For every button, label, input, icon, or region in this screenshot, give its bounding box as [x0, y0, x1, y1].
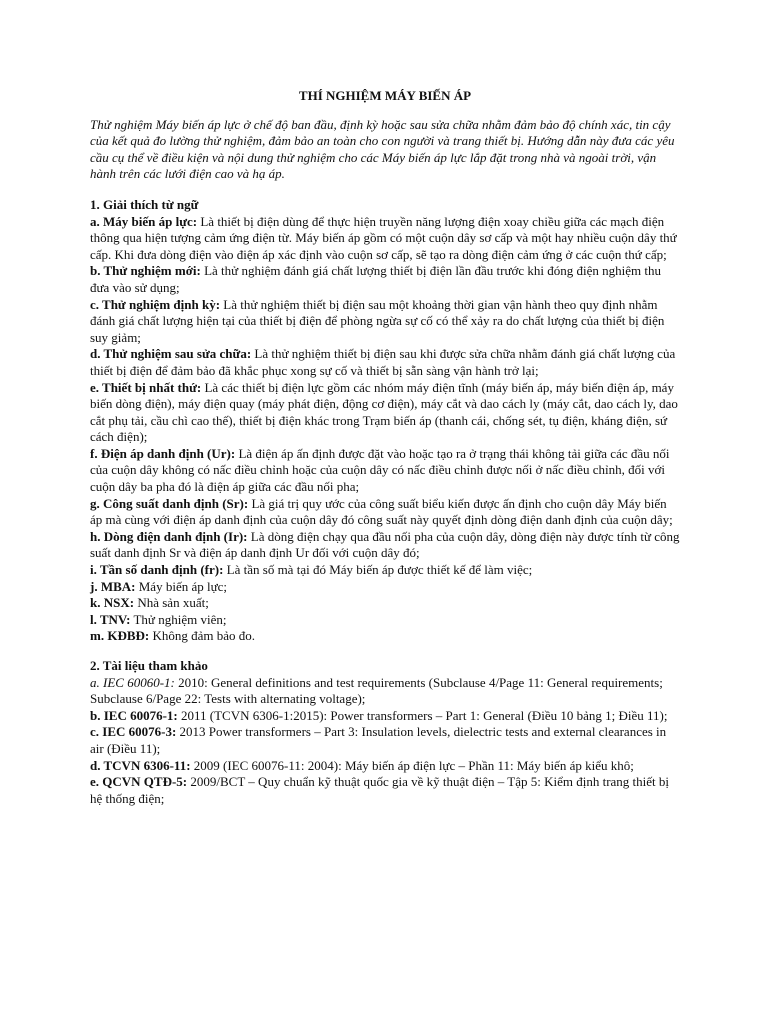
definition-text: Là các thiết bị điện lực gồm các nhóm máy điện tĩnh (máy biến áp, máy biến điện áp, máy biến dòng điện), máy điện quay (máy phát điện, động cơ điện), máy cắt và dao cách ly (máy cắt, dao cách ly, dao cắt phụ tải, cầu chì cao thế), thiết bị điện khác trong Trạm biến áp (thanh cái, chống sét, tụ điện, kháng điện, sứ cách điện);	[90, 379, 678, 445]
definition-term: i. Tần số danh định (fr):	[90, 562, 224, 578]
definition-text: Là điện áp ấn định được đặt vào hoặc tạo ra ở trạng thái không tải giữa các đầu nối của cuộn dây không có nấc điều chỉnh hoặc của cuộn dây có nấc điều chỉnh được nối ở nấc điều chỉnh, đối với cuộn dây ba pha đó là điện áp giữa các đầu nối pha;	[90, 445, 670, 495]
definition-item	[90, 562, 680, 579]
definition-term: m. KĐBĐ:	[90, 628, 150, 644]
reference-item	[90, 708, 680, 725]
definition-text: Là thiết bị điện dùng để thực hiện truyền năng lượng điện xoay chiều giữa các mạch điện thông qua hiện tượng cảm ứng điện từ. Máy biến áp gồm có một cuộn dây sơ cấp và một hay nhiều cuộn dây thứ cấp. Khi đưa dòng điện vào điện áp xác định vào cuộn sơ cấp, sẽ tạo ra dòng điện cảm ứng ở các cuộn thứ cấp;	[90, 213, 677, 262]
section-1-definitions	[90, 214, 680, 645]
reference-item	[90, 758, 680, 775]
section-spacer	[90, 645, 680, 658]
reference-code: b. IEC 60076-1:	[90, 707, 178, 723]
definition-text: Là thử nghiệm đánh giá chất lượng thiết bị điện lần đầu trước khi đóng điện nghiệm thu đưa vào sử dụng;	[90, 263, 662, 295]
reference-code: e. QCVN QTĐ-5:	[90, 774, 188, 790]
reference-text: 2009/BCT – Quy chuẩn kỹ thuật quốc gia về kỹ thuật điện – Tập 5: Kiểm định trang thiết bị hệ thống điện;	[90, 774, 670, 806]
definition-text: Là tần số mà tại đó Máy biến áp được thiết kế để làm việc;	[223, 562, 533, 578]
definition-item	[90, 595, 680, 612]
definition-item	[90, 214, 680, 264]
reference-code: a. IEC 60060-1:	[90, 674, 175, 690]
definition-text: Nhà sản xuất;	[134, 595, 209, 611]
section-2-references	[90, 675, 680, 808]
definition-term: b. Thử nghiệm mới:	[90, 263, 201, 279]
reference-code: d. TCVN 6306-11:	[90, 757, 191, 773]
reference-text: 2009 (IEC 60076-11: 2004): Máy biến áp điện lực – Phần 11: Máy biến áp kiểu khô;	[190, 757, 634, 773]
definition-term: g. Công suất danh định (Sr):	[90, 495, 249, 511]
definition-term: j. MBA:	[90, 578, 136, 594]
section-1-heading: 1. Giải thích từ ngữ	[90, 196, 199, 212]
definition-item	[90, 496, 680, 529]
definition-text: Là thử nghiệm thiết bị điện sau một khoảng thời gian vận hành theo quy định nhằm đánh giá chất lượng hiện tại của thiết bị điện để phòng ngừa sự cố có thể xảy ra do chất lượng của thiết bị điện suy giảm;	[90, 296, 665, 345]
definition-item	[90, 628, 680, 645]
definition-item	[90, 529, 680, 562]
reference-item	[90, 774, 680, 807]
intro-paragraph: Thử nghiệm Máy biến áp lực ở chế độ ban đầu, định kỳ hoặc sau sửa chữa nhằm đảm bảo độ chính xác, tin cậy của kết quả đo lường thử nghiệm, đảm bảo an toàn cho con người và trang thiết bị. Hướng dẫn này đưa các yêu cầu cụ thể về điều kiện và nội dung thử nghiệm cho các Máy biến áp lực lắp đặt trong nhà và ngoài trời, vận hành trên các lưới điện cao và hạ áp.	[90, 116, 675, 182]
definition-item	[90, 380, 680, 446]
definition-text: Thử nghiệm viên;	[130, 611, 227, 627]
definition-term: f. Điện áp danh định (Ur):	[90, 445, 236, 461]
definition-term: c. Thử nghiệm định kỳ:	[90, 296, 221, 312]
definition-text: Là giá trị quy ước của công suất biểu kiến được ấn định cho cuộn dây Máy biến áp mà cùng với điện áp danh định của cuộn dây đó công suất này quyết định dòng điện danh định của cuộn dây;	[90, 495, 673, 528]
definition-item	[90, 579, 680, 596]
definition-item	[90, 297, 680, 347]
reference-text: 2010: General definitions and test requirements (Subclause 4/Page 11: General requirements; Subclause 6/Page 22: Tests with alternating voltage);	[90, 674, 663, 707]
definition-text: Không đảm bảo đo.	[149, 628, 256, 644]
definition-term: e. Thiết bị nhất thứ:	[90, 379, 202, 395]
definition-text: Máy biến áp lực;	[135, 578, 228, 594]
definition-text: Là dòng điện chạy qua đầu nối pha của cuộn dây, dòng điện này được tính từ công suất danh định Sr và điện áp danh định Ur đối với cuộn dây đó;	[90, 528, 680, 561]
definition-item	[90, 446, 680, 496]
reference-item	[90, 724, 680, 757]
definition-item	[90, 263, 680, 296]
definition-item	[90, 612, 680, 629]
section-2-heading: 2. Tài liệu tham khảo	[90, 658, 208, 673]
definition-term: a. Máy biến áp lực:	[90, 213, 198, 229]
document-title: THÍ NGHIỆM MÁY BIẾN ÁP	[298, 88, 472, 103]
reference-code: c. IEC 60076-3:	[90, 724, 177, 740]
definition-text: Là thử nghiệm thiết bị điện sau khi được sửa chữa nhằm đánh giá chất lượng của thiết bị điện để đảm bảo đã khắc phục xong sự cố và thiết bị sẵn sàng vận hành trở lại;	[90, 346, 676, 378]
reference-text: 2013 Power transformers – Part 3: Insulation levels, dielectric tests and external clearances in air (Điều 11);	[90, 724, 667, 756]
definition-term: d. Thử nghiệm sau sửa chữa:	[90, 346, 252, 362]
definition-item	[90, 346, 680, 379]
definition-term: k. NSX:	[90, 595, 135, 611]
reference-text: 2011 (TCVN 6306-1:2015): Power transformers – Part 1: General (Điều 10 bảng 1; Điều 11);	[177, 707, 668, 723]
reference-item	[90, 675, 680, 708]
definition-term: h. Dòng điện danh định (Ir):	[90, 528, 248, 544]
definition-term: l. TNV:	[90, 611, 131, 627]
